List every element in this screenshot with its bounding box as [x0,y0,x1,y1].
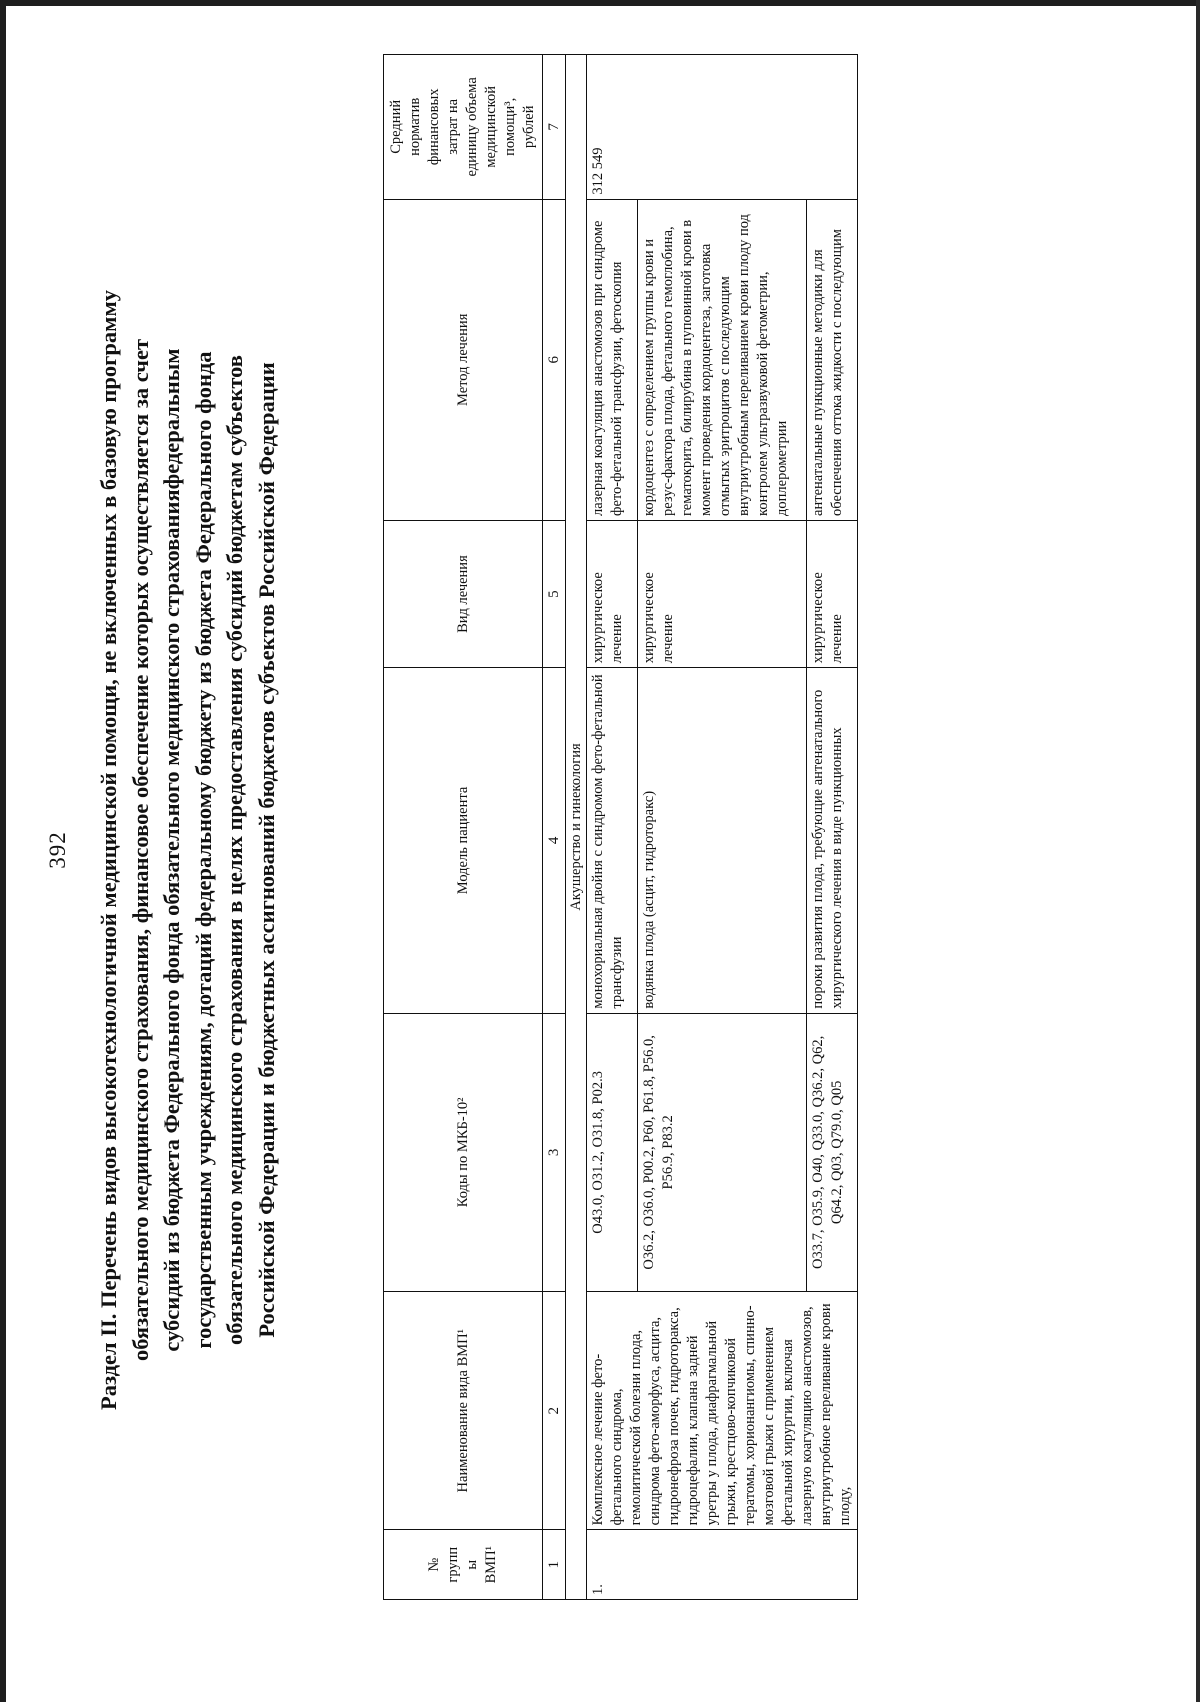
header-treatment-type: Вид лечения [384,520,543,667]
scan-edge-left [0,0,6,1702]
header-text: норматив [407,97,423,156]
page-number: 392 [45,831,70,869]
patient-model-cell: водянка плода (асцит, гидроторакс) [638,668,807,1013]
header-vmp-name: Наименование вида ВМП¹ [384,1292,543,1530]
section-heading: Акушерство и гинекология [566,55,587,1600]
column-number-row [543,55,566,1600]
scan-edge-right [1196,0,1200,1702]
treatment-method-cell: лазерная коагуляция анастомозов при синдроме фето-фетальной трансфузии, фетоскопия [587,199,638,520]
title-line: обязательного медицинского страхования, финансовое обеспечение которых осуществляется за счет [127,338,153,1362]
treatment-method-cell: кордоцентез с определением группы крови и резус-фактора плода, фетального гемоглобина, гематокрита, билирубина в пуповинной крови в момент проведения кордоцентеза, заготовка отмытых эритроцитов с последующим внутриутробным переливанием крови плоду под контролем ультразвуковой фетометрии, доплерометрии [638,199,807,520]
header-row [384,55,543,1600]
patient-model-cell: монохориальная двойня с синдромом фето-фетальной трансфузии [587,668,638,1013]
header-icd-codes: Коды по МКБ-10² [384,1013,543,1291]
treatment-type-cell: хирургическое лечение [807,520,858,667]
title-line: обязательного медицинского страхования в целях предоставления субсидий бюджетам субъектов [222,355,247,1345]
column-number: 6 [543,199,566,520]
table-row [587,55,638,1600]
scan-edge-top [0,0,1200,6]
avg-cost-cell: 312 549 [587,55,858,200]
treatment-type-cell: хирургическое лечение [587,520,638,667]
header-avg-cost [384,55,543,200]
column-number: 3 [543,1013,566,1291]
header-text: медицинской [483,86,499,168]
header-patient-model: Модель пациента [384,668,543,1013]
title-line: субсидий из бюджета Федерального фонда обязательного медицинского страхованияфедеральным [159,348,184,1352]
title-line: Раздел II. Перечень видов высокотехнологичной медицинской помощи, не включенных в базовую программу [96,289,121,1411]
rotated-page [25,40,1175,1660]
header-text: Средний [388,99,404,154]
icd-codes-cell: O36.2, O36.0, P00.2, P60, P61.8, P56.0, P56.9, P83.2 [638,1013,807,1291]
icd-codes-cell: O43.0, O31.2, O31.8, P02.3 [587,1013,638,1291]
section-row [566,55,587,1600]
icd-codes-cell: O33.7, O35.9, O40, Q33.0, Q36.2, Q62, Q64.2, Q03, Q79.0, Q05 [807,1013,858,1291]
header-text: рублей [521,105,537,149]
treatment-type-cell: хирургическое лечение [638,520,807,667]
header-text: помощи³, [502,97,518,156]
patient-model-cell: пороки развития плода, требующие антенатального хирургического лечения в виде пункционных [807,668,858,1013]
column-number: 5 [543,520,566,667]
title-line: государственным учреждениям, дотаций федеральному бюджету из бюджета Федерального фонда [190,351,216,1349]
section-title [93,70,282,1630]
vmp-table [383,54,858,1600]
group-number-cell: 1. [587,1530,858,1600]
header-treatment-method: Метод лечения [384,199,543,520]
column-number: 7 [543,55,566,200]
column-number: 1 [543,1530,566,1600]
header-group-no [384,1530,543,1600]
column-number: 2 [543,1292,566,1530]
vmp-name-cell: Комплексное лечение фето-фетального синдрома, гемолитической болезни плода, синдрома фето-аморфуса, асцита, гидронефроза почек, гидроторакса, гидроцефалии, клапана задней уретры у плода, диафрагмальной грыжи, крестцово-копчиковой тератомы, хорионангиомы, спинно-мозговой грыжи с применением фетальной хирургии, включая лазерную коагуляцию анастомозов, внутриутробное переливание крови плоду, [587,1292,858,1530]
header-text: ВМП¹ [483,1546,499,1584]
column-number: 4 [543,668,566,1013]
header-text: затрат на [445,98,461,155]
header-text: единицу объема [464,77,480,177]
header-text: финансовых [426,88,442,166]
treatment-method-cell: антенатальные пункционные методики для обеспечения оттока жидкости с последующим [807,199,858,520]
header-text: ы [464,1559,480,1570]
header-text: групп [445,1546,461,1583]
header-text: № [426,1557,442,1572]
title-line: Российской Федерации и бюджетных ассигнований бюджетов субъектов Российской Федерации [253,362,279,1338]
